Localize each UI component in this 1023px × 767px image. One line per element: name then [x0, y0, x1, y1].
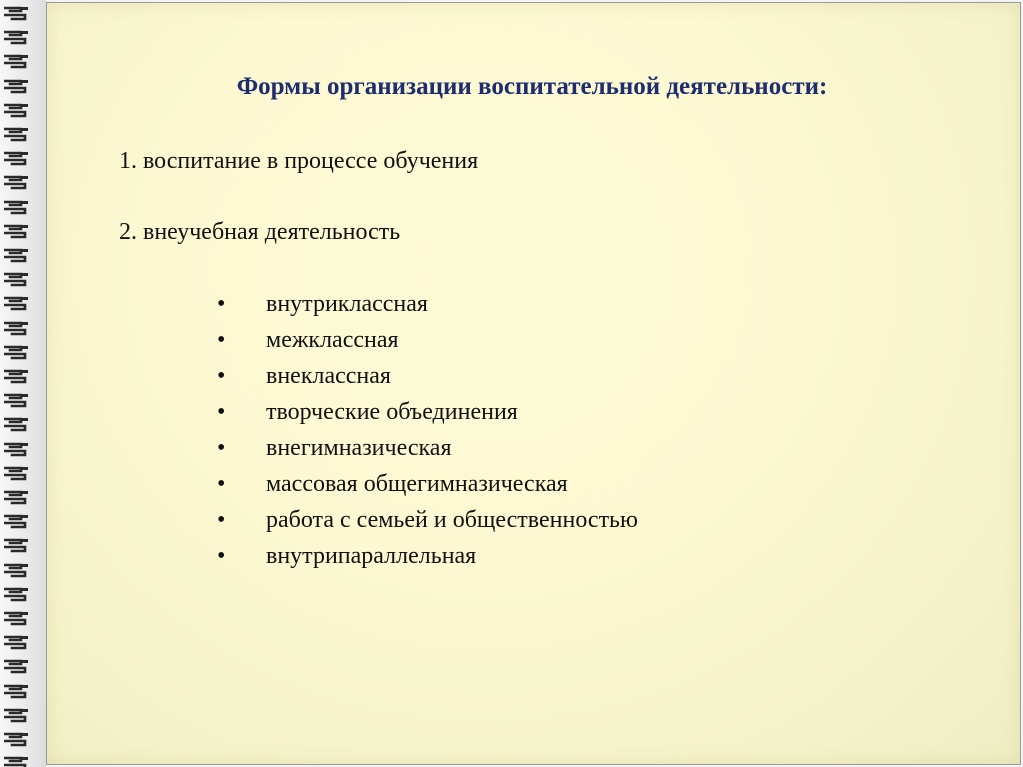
spiral-ring-icon: [4, 198, 30, 216]
spiral-ring-icon: [4, 222, 30, 240]
spiral-ring-icon: [4, 173, 30, 191]
spiral-ring-icon: [4, 294, 30, 312]
spiral-ring-icon: [4, 391, 30, 409]
spiral-binding: [0, 0, 46, 767]
bullet-icon: •: [217, 399, 226, 425]
bullet-text: массовая общегимназическая: [266, 471, 568, 497]
list-item-learning: 1. воспитание в процессе обучения: [119, 148, 479, 174]
spiral-ring-icon: [4, 561, 30, 579]
spiral-ring-icon: [4, 585, 30, 603]
bullet-icon: •: [217, 363, 226, 389]
spiral-ring-icon: [4, 367, 30, 385]
spiral-ring-icon: [4, 682, 30, 700]
spiral-ring-icon: [4, 706, 30, 724]
spiral-ring-icon: [4, 440, 30, 458]
spiral-ring-icon: [4, 657, 30, 675]
spiral-ring-icon: [4, 149, 30, 167]
spiral-ring-icon: [4, 536, 30, 554]
bullet-text: внутрипараллельная: [266, 543, 477, 569]
bullet-text: внутриклассная: [266, 291, 428, 317]
spiral-ring-icon: [4, 77, 30, 95]
bullet-text: внегимназическая: [266, 435, 452, 461]
spiral-ring-icon: [4, 415, 30, 433]
bullet-text: работа с семьей и общественностью: [266, 507, 638, 533]
spiral-ring-icon: [4, 270, 30, 288]
spiral-ring-icon: [4, 246, 30, 264]
spiral-ring-icon: [4, 343, 30, 361]
spiral-ring-icon: [4, 4, 30, 22]
slide-title: Формы организации воспитательной деятельности:: [236, 73, 828, 100]
spiral-ring-icon: [4, 125, 30, 143]
spiral-ring-icon: [4, 464, 30, 482]
bullet-text: межклассная: [266, 327, 399, 353]
spiral-ring-icon: [4, 512, 30, 530]
spiral-ring-icon: [4, 730, 30, 748]
spiral-ring-icon: [4, 633, 30, 651]
bullet-text: творческие объединения: [266, 399, 518, 425]
spiral-ring-icon: [4, 609, 30, 627]
spiral-ring-icon: [4, 28, 30, 46]
bullet-icon: •: [217, 543, 226, 569]
spiral-ring-icon: [4, 488, 30, 506]
spiral-ring-icon: [4, 101, 30, 119]
bullet-icon: •: [217, 435, 226, 461]
spiral-ring-icon: [4, 319, 30, 337]
bullet-icon: •: [217, 291, 226, 317]
bullet-text: внеклассная: [266, 363, 391, 389]
notebook-page: [46, 2, 1021, 765]
bullet-icon: •: [217, 507, 226, 533]
list-item-extracurricular: 2. внеучебная деятельность: [119, 219, 401, 245]
spiral-ring-icon: [4, 52, 30, 70]
bullet-icon: •: [217, 327, 226, 353]
spiral-ring-icon: [4, 754, 30, 767]
bullet-icon: •: [217, 471, 226, 497]
